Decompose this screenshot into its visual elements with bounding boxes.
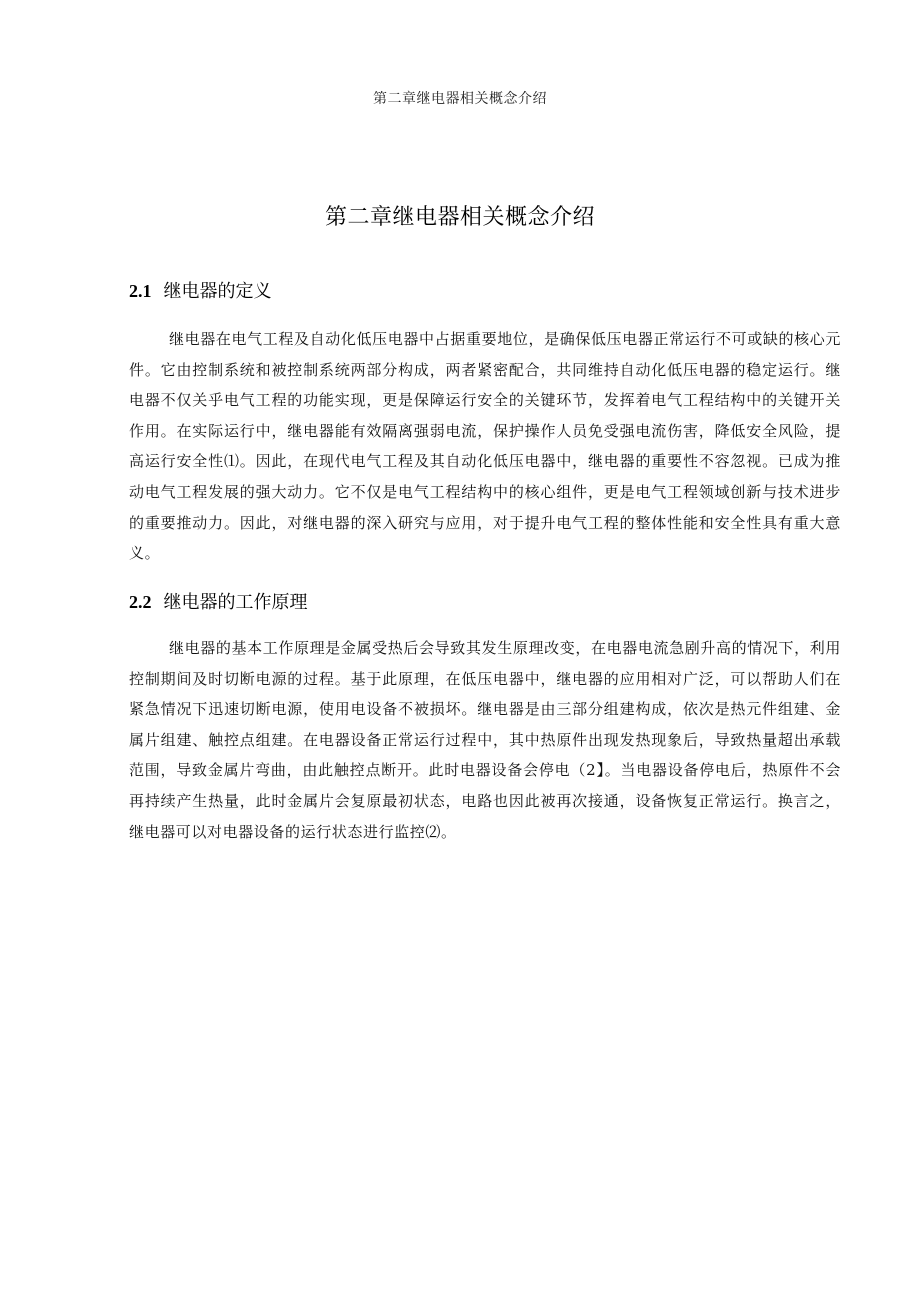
section-number: 2.2 xyxy=(129,592,152,612)
section-title: 继电器的工作原理 xyxy=(163,592,308,613)
running-header: 第二章继电器相关概念介绍 xyxy=(373,91,547,107)
body-paragraph: 继电器的基本工作原理是金属受热后会导致其发生原理改变，在电器电流急剧升高的情况下，利用控制期间及时切断电源的过程。基于此原理，在低压电器中，继电器的应用相对广泛，可以帮助人们在紧急情况下迅速切断电源，使用电设备不被损坏。继电器是由三部分组建构成，依次是热元件组建、金属片组建、触控点组建。在电器设备正常运行过程中，其中热原件出现发热现象后，导致热量超出承载范围，导致金属片弯曲，由此触控点断开。此时电器设备会停电（2】。当电器设备停电后，热原件不会再持续产生热量，此时金属片会复原最初状态，电路也因此被再次接通，设备恢复正常运行。换言之，继电器可以对电器设备的运行状态进行监控⑵。 xyxy=(129,639,841,841)
section-heading xyxy=(129,587,841,617)
chapter-title: 第二章继电器相关概念介绍 xyxy=(324,205,595,230)
section-number: 2.1 xyxy=(129,281,152,301)
body-paragraph: 继电器在电气工程及自动化低压电器中占据重要地位，是确保低压电器正常运行不可或缺的核心元件。它由控制系统和被控制系统两部分构成，两者紧密配合，共同维持自动化低压电器的稳定运行。继电器不仅关乎电气工程的功能实现，更是保障运行安全的关键环节，发挥着电气工程结构中的关键开关作用。在实际运行中，继电器能有效隔离强弱电流，保护操作人员免受强电流伤害，降低安全风险，提高运行安全性⑴。因此，在现代电气工程及其自动化低压电器中，继电器的重要性不容忽视。已成为推动电气工程发展的强大动力。它不仅是电气工程结构中的核心组件，更是电气工程领域创新与技术进步的重要推动力。因此，对继电器的深入研究与应用，对于提升电气工程的整体性能和安全性具有重大意义。 xyxy=(129,330,841,563)
section-title: 继电器的定义 xyxy=(163,281,272,302)
section-heading xyxy=(129,276,841,306)
section-2-1 xyxy=(129,276,841,569)
section-2-2 xyxy=(129,587,841,847)
